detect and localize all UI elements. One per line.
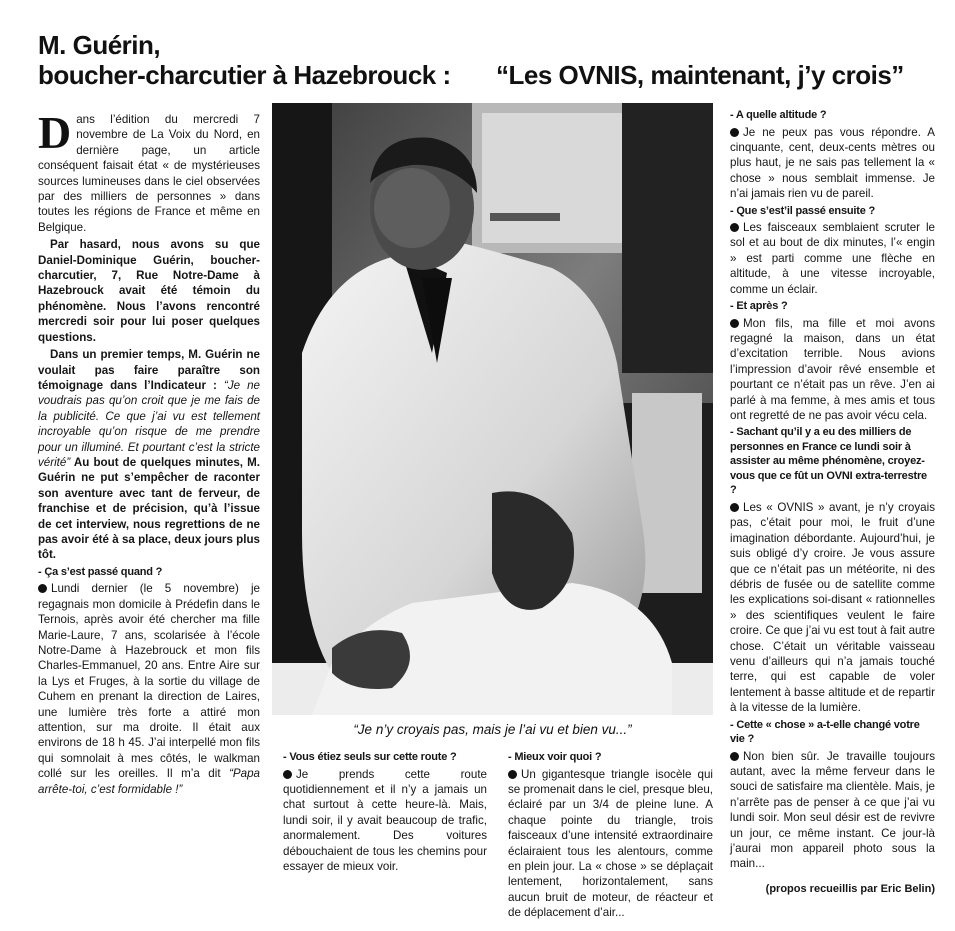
question-when: - Ça s’est passé quand ? bbox=[38, 565, 163, 578]
author-signature: (propos recueillis par Eric Belin) bbox=[765, 882, 935, 895]
bullet-icon bbox=[730, 319, 739, 328]
intro-paragraph bbox=[38, 107, 260, 235]
question-then: - Que s’est’il passé ensuite ? bbox=[730, 204, 875, 217]
question-after: - Et après ? bbox=[730, 300, 788, 313]
headline-profession: boucher-charcutier à Hazebrouck : bbox=[38, 60, 451, 90]
article-column-1 bbox=[38, 107, 260, 799]
answer-ovni bbox=[730, 500, 935, 716]
photo-caption: “Je n’y croyais pas, mais je l’ai vu et bien vu...” bbox=[353, 722, 632, 737]
paragraph-3 bbox=[38, 347, 260, 563]
quote-publicity: “Je ne voudrais pas qu’on croit que je me fais de la publicité. Ce que j’ai vu est tellement incroyable qu’on risque de me prendre pour un illuminé. Et pourtant c’est la stricte vérité” bbox=[38, 378, 260, 469]
bullet-icon bbox=[730, 752, 739, 761]
question-life-changed: - Cette « chose » a-t-elle changé votre vie ? bbox=[730, 718, 920, 746]
photo-illustration bbox=[272, 103, 713, 715]
headline-quote: “Les OVNIS, maintenant, j’y crois” bbox=[496, 60, 904, 90]
answer-then-text: Les faisceaux semblaient scruter le sol et au bout de dix minutes, l’« engin » est parti comme une flèche en altitude, à une vitesse incroyable, comme un éclair. bbox=[730, 221, 935, 296]
bullet-icon bbox=[38, 584, 47, 593]
answer-ovni-text: Les « OVNIS » avant, je n’y croyais pas, c’était pour moi, le fruit d’une imagination débordante. Aujourd’hui, je suis obligé d’y croire. Je vous assure que ce n’était pas un météorite, ni des débris de fusée ou de satellite comme les explications soi-disant « rationnelles » des scientifiques veulent le faire croire. Ce que j’ai vu est tout à fait autre chose. C’était un véritable vaisseau venu d’ailleurs qui n’a jamais touché terre, qui est capable de voler lentement à basse altitude et de repartir à la vitesse de la lumière. bbox=[730, 500, 935, 715]
article-column-3 bbox=[508, 750, 713, 923]
answer-life-changed bbox=[730, 749, 935, 872]
headline-name: M. Guérin, bbox=[38, 30, 161, 60]
bullet-icon bbox=[283, 770, 292, 779]
bullet-icon bbox=[730, 128, 739, 137]
answer-after-text: Mon fils, ma fille et moi avons regagné la maison, dans un état d’excitation terrible. Nous avions l’impression d’avoir rêvé ensemble et pourtant ce n’était pas un rêve. J’en ai parlé à ma femme, à mes amis et tous ont regretté de ne pas avoir vécu cela. bbox=[730, 316, 935, 422]
paragraph-2: Par hasard, nous avons su que Daniel-Dominique Guérin, boucher-charcutier, 7, Rue Notre-Dame à Hazebrouck avait été témoin du phénomène. Nous l’avons rencontré mercredi soir pour lui poser quelques questions. bbox=[38, 238, 260, 344]
answer-after bbox=[730, 316, 935, 424]
answer-when-text: Lundi dernier (le 5 novembre) je regagnais mon domicile à Prédefin dans le Ternois, après avoir été chercher ma fille Marie-Laure, 7 ans, scolarisée à l’école Notre-Dame à Hazebrouck et mon fils Charles-Emmanuel, 20 ans. Entre Aire sur la Lys et Fruges, à la sortie du village de Cuhem en prenant la direction de Laires, une lumière très forte a attiré mon attention, sur ma droite. Il était aux environs de 18 h 45. J’ai interpellé mon fils qui somnolait à mes côtés, le walkman collé sur les oreilles. Il m’a dit bbox=[38, 582, 260, 781]
paragraph-3-lead: Dans un premier temps, M. Guérin ne voulait pas faire paraître son témoignage dans l’Indicateur : bbox=[38, 348, 260, 392]
answer-alone-text: Je prends cette route quotidiennement et il n’y a jamais un chat surtout à cette heure-là. Mais, lundi soir, il y avait beaucoup de trafic, anormalement. Des voitures débouchaient de tous les chemins pour essayer de mieux voir. bbox=[283, 767, 487, 873]
answer-see-what-text: Un gigantesque triangle isocèle qui se promenait dans le ciel, presque bleu, éclairé par un 3/4 de pleine lune. A chaque pointe du triangle, trois faisceaux d’une intensité extraordinaire éclairaient tous les alentours, comme en plein jour. La « chose » se déplaçait lentement, horizontalement, sans aucun bruit de moteur, de réacteur et de déplacement d’air... bbox=[508, 767, 713, 920]
article-column-4 bbox=[730, 108, 935, 897]
bullet-icon bbox=[508, 770, 517, 779]
bullet-icon bbox=[730, 223, 739, 232]
intro-text: ans l’édition du mercredi 7 novembre de La Voix du Nord, en dernière page, un article conséquent faisait état « de mystérieuses sources lumineuses dans le ciel observées par des milliers de personnes » dans toutes les régions de France et même en Belgique. bbox=[38, 113, 260, 234]
answer-when bbox=[38, 581, 260, 797]
answer-see-what bbox=[508, 767, 713, 921]
article-column-2 bbox=[283, 750, 487, 876]
question-alone: - Vous étiez seuls sur cette route ? bbox=[283, 751, 457, 763]
drop-cap: D bbox=[38, 107, 72, 158]
paragraph-3-tail: Au bout de quelques minutes, M. Guérin ne put s’empêcher de raconter son aventure avec tant de ferveur, de franchise et de précision, qu’à l’issue de cet interview, nous regrettions de ne pas avoir été à sa place, deux jours plus tôt. bbox=[38, 455, 260, 562]
answer-alone bbox=[283, 767, 487, 875]
question-altitude: - A quelle altitude ? bbox=[730, 109, 827, 121]
answer-altitude bbox=[730, 125, 935, 202]
question-ovni: - Sachant qu’il y a eu des milliers de personnes en France ce lundi soir à assister au même phénomène, croyez-vous que ce fût un OVNI extra-terrestre ? bbox=[730, 426, 927, 497]
portrait-photo bbox=[272, 103, 713, 715]
bullet-icon bbox=[730, 503, 739, 512]
question-see-what: - Mieux voir quoi ? bbox=[508, 751, 602, 763]
answer-life-changed-text: Non bien sûr. Je travaille toujours autant, avec la même ferveur dans le souci de satisfaire ma clientèle. Mais, je n’arrête pas de penser à ce que j’ai vu lundi soir. Mon seul désir est de revivre un jour, ce même instant. Ce jour-là j’aurai mon appareil photo sous la main... bbox=[730, 749, 935, 871]
quote-son: “Papa arrête-toi, c’est formidable !” bbox=[38, 767, 260, 796]
answer-then bbox=[730, 220, 935, 297]
answer-altitude-text: Je ne peux pas vous répondre. A cinquante, cent, deux-cents mètres ou plus haut, je ne sais pas tellement la « chose » nous semblait immense. Je n’ai jamais rien vu de pareil. bbox=[730, 125, 935, 201]
